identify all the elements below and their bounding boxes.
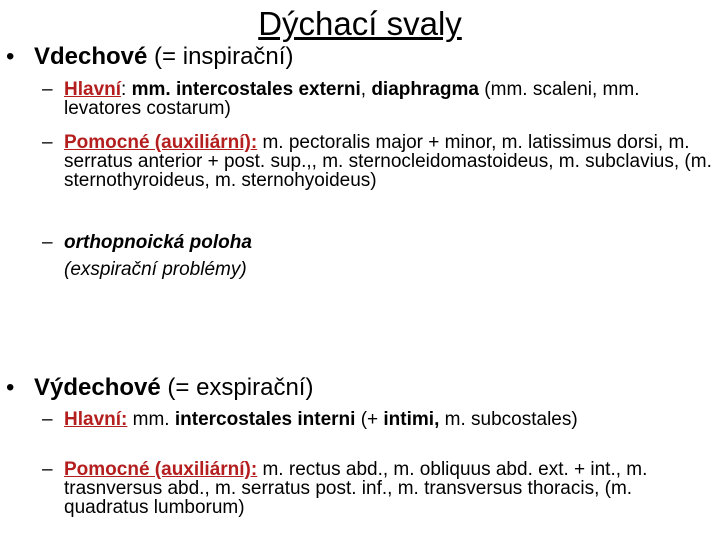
text-part: m. pectoralis major + minor, m. latissimus dorsi, m. serratus anterior + post. sup.,, m. sternocleidomastoideus, m. subclavius, (m. sternothyroideus, m. sternohyoideus) (64, 132, 712, 191)
item-orthopnoic (42, 233, 714, 279)
heading-expiration-rest: (= exspirační) (160, 374, 314, 401)
dash-icon: – (42, 79, 53, 100)
label-auxiliary: Pomocné (auxiliární): (64, 132, 258, 153)
item-expiration-auxiliary (42, 460, 714, 517)
dash-icon: – (42, 459, 53, 480)
dash-icon: – (42, 409, 53, 430)
heading-expiration: Výdechové (34, 374, 161, 401)
dash-icon: – (42, 132, 53, 153)
dash-icon: – (42, 232, 53, 253)
muscle-diaphragma: diaphragma (371, 79, 480, 100)
muscle-intercostales-interni: intercostales interni (174, 409, 356, 430)
label-main: Hlavní (64, 79, 122, 100)
label-orthopnoic: orthopnoická poloha (64, 232, 252, 253)
muscle-intercostales-externi: mm. intercostales externi (131, 79, 361, 100)
text-part: (+ (355, 409, 384, 430)
bullet-icon: • (6, 374, 15, 401)
item-expiration-main (42, 410, 714, 429)
item-inspiration-main (42, 80, 714, 118)
heading-inspiration-rest: (= inspirační) (147, 43, 294, 70)
text-part: , (360, 79, 372, 100)
item-inspiration-auxiliary (42, 133, 714, 190)
note-expiratory-problems: (exspirační problémy) (64, 259, 247, 280)
bullet-expiration (6, 373, 313, 403)
text-part: mm. (127, 409, 175, 430)
heading-inspiration: Vdechové (34, 43, 148, 70)
bullet-icon: • (6, 43, 15, 70)
text-part: m. rectus abd., m. obliquus abd. ext. + int., m. trasnversus abd., m. serratus post. inf., m. transversus thoracis, (m. quadratus lumborum) (64, 459, 648, 518)
text-part: (mm. scaleni, mm. levatores costarum) (64, 79, 640, 119)
label-colon: : (121, 79, 127, 100)
muscle-intimi: intimi, (383, 409, 440, 430)
text-part: m. subcostales) (439, 409, 578, 430)
label-main: Hlavní: (64, 409, 128, 430)
label-auxiliary: Pomocné (auxiliární): (64, 459, 258, 480)
bullet-inspiration (6, 42, 293, 72)
page-title: Dýchací svaly (258, 5, 462, 42)
